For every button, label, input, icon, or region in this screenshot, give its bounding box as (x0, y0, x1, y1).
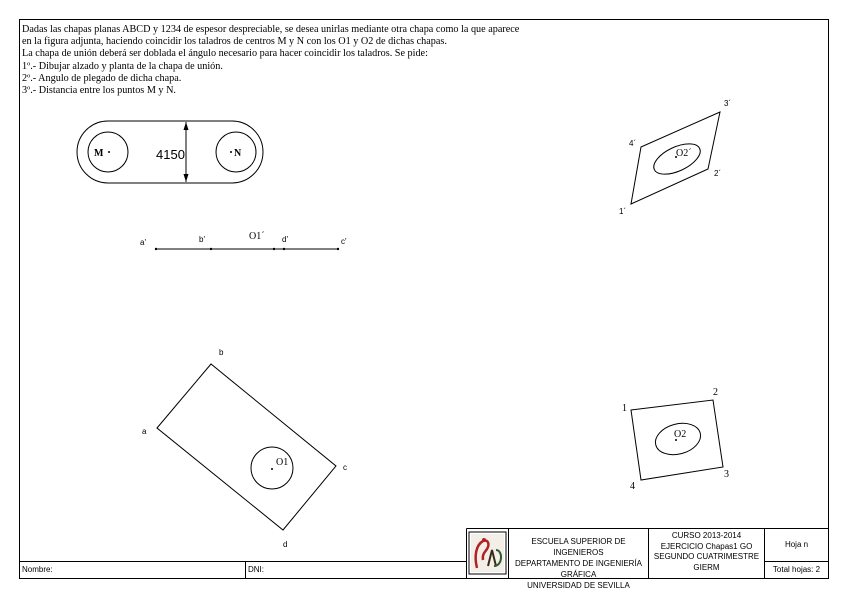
statement-line-1: Dadas las chapas planas ABCD y 1234 de espesor despreciable, se desea unirlas mediante otra chapa como la que aparece (22, 24, 520, 35)
elevation-label-b: b' (199, 235, 205, 244)
dimension-value: 4150 (156, 147, 185, 162)
university-name: UNIVERSIDAD DE SEVILLA (527, 581, 630, 590)
plate-abcd (142, 348, 347, 549)
statement-line-4: 1º.- Dibujar alzado y planta de la chapa de unión. (22, 60, 223, 72)
point-2-label: 2 (713, 387, 718, 398)
hole-o1-label: O1 (276, 457, 289, 468)
degree-label: GIERM (693, 562, 720, 572)
sheet-border (20, 20, 829, 579)
term-label: SEGUNDO CUATRIMESTRE (653, 552, 760, 561)
point-c-label: c (343, 463, 347, 472)
elevation-label-c: c' (341, 237, 347, 246)
point-n-dot (230, 151, 232, 153)
university-logo (469, 532, 506, 574)
point-b-label: b (219, 348, 224, 357)
dimension-arrow-top (184, 122, 189, 130)
hole-o2-prime-label: O2´ (676, 148, 692, 159)
point-4-prime-label: 4´ (629, 139, 637, 148)
elevation-line-group (140, 231, 347, 250)
point-a-label: a (142, 427, 147, 436)
elevation-point-a (155, 248, 157, 250)
plate-abcd-outline (157, 364, 336, 530)
statement-line-2: en la figura adjunta, haciendo coincidir los taladros de centros M y N con los O1 y O2 de dichas chapas. (22, 36, 447, 48)
dimension-arrow-bottom (184, 174, 189, 182)
point-4-label: 4 (630, 481, 635, 492)
point-1-prime-label: 1´ (619, 207, 627, 216)
elevation-label-d: d' (282, 235, 288, 244)
elevation-point-o1 (273, 248, 275, 250)
elevation-point-b (210, 248, 212, 250)
problem-statement (22, 24, 582, 97)
exercise-label: EJERCICIO Chapas1 GO (660, 541, 753, 551)
statement-line-5: 2º.- Angulo de plegado de dicha chapa. (22, 72, 182, 84)
point-m-label: M (94, 148, 104, 159)
point-d-label: d (283, 540, 288, 549)
link-plate (77, 121, 263, 183)
plate-1234 (622, 387, 729, 492)
elevation-label-o1: O1´ (249, 231, 265, 242)
statement-line-3: La chapa de unión deberá ser doblada el ángulo necesario para hacer coincidir los taladros. Se pide: (22, 48, 428, 60)
hole-o1-center (271, 468, 273, 470)
point-1-label: 1 (622, 403, 627, 414)
plate-1234-prime (619, 99, 731, 216)
sheet-number: Hoja n (784, 540, 809, 549)
point-n-label: N (234, 148, 242, 159)
school-block (509, 536, 648, 591)
point-2-prime-label: 2´ (714, 169, 722, 178)
point-3-label: 3 (724, 469, 729, 480)
statement-line-6: 3º.- Distancia entre los puntos M y N. (22, 85, 176, 97)
course-block (649, 531, 764, 573)
total-sheets: Total hojas: 2 (772, 565, 821, 574)
hole-o2-label: O2 (674, 429, 687, 440)
point-3-prime-label: 3´ (724, 99, 732, 108)
department-name: DEPARTAMENTO DE INGENIERÍA GRÁFICA (515, 559, 642, 579)
id-field-label: DNI: (248, 565, 264, 574)
elevation-label-a: a' (140, 238, 146, 247)
name-field-label: Nombre: (22, 565, 53, 574)
elevation-point-d (283, 248, 285, 250)
school-name: ESCUELA SUPERIOR DE INGENIEROS (531, 537, 626, 557)
elevation-point-c (337, 248, 339, 250)
course-label: CURSO 2013-2014 (671, 531, 742, 540)
point-m-dot (108, 151, 110, 153)
